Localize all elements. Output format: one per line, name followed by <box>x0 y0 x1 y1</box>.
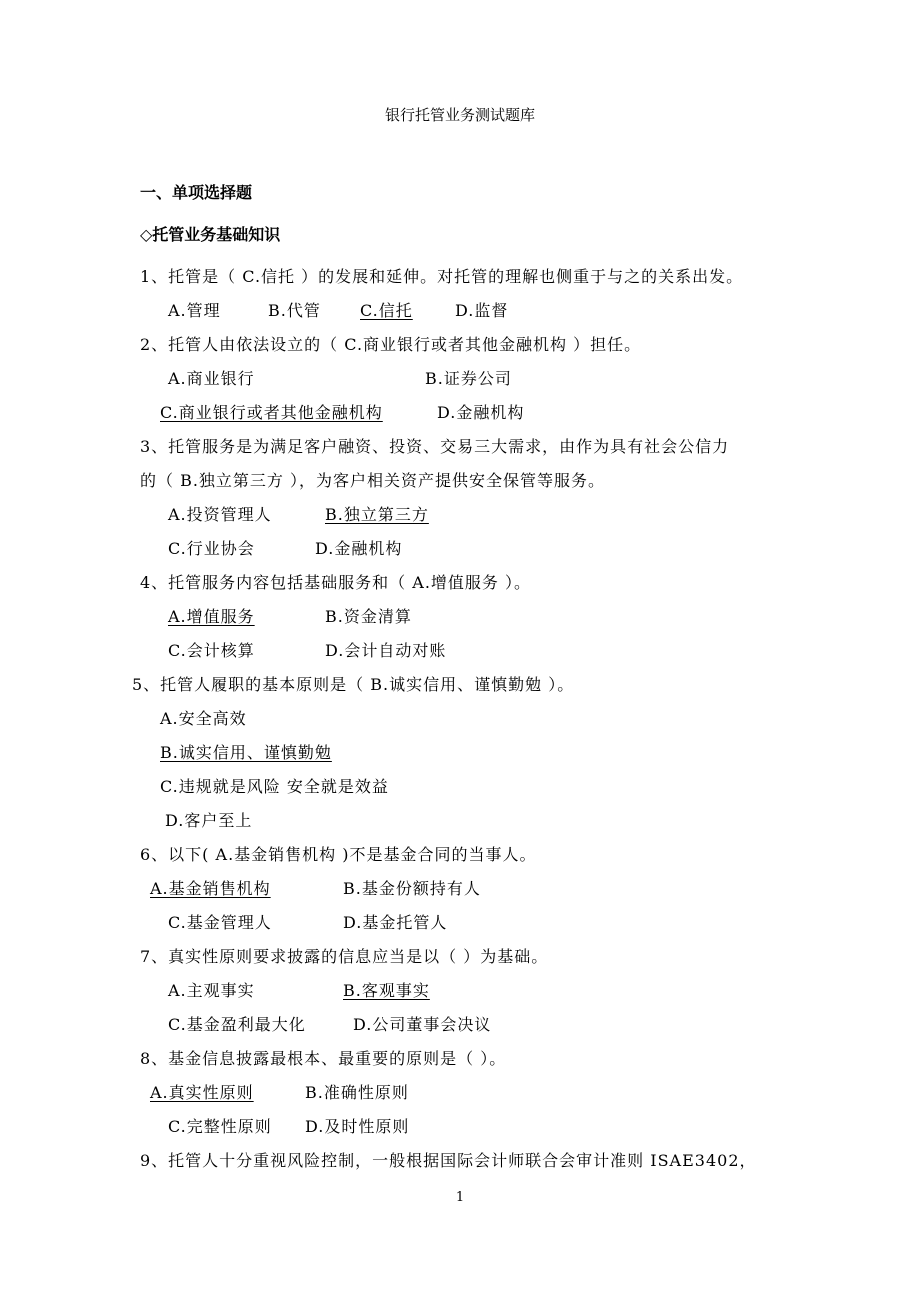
question-2: 2、托管人由依法设立的（ C.商业银行或者其他金融机构 ）担任。 <box>140 335 642 354</box>
q7-option-a: A.主观事实 <box>168 981 255 1000</box>
question-1: 1、托管是（ C.信托 ）的发展和延伸。对托管的理解也侧重于与之的关系出发。 <box>140 267 744 286</box>
section-heading: 一、单项选择题 <box>140 183 253 202</box>
q8-option-b: B.准确性原则 <box>305 1083 409 1102</box>
question-4: 4、托管服务内容包括基础服务和（ A.增值服务 ）。 <box>140 573 531 592</box>
q2-option-b: B.证券公司 <box>425 369 512 388</box>
q5-option-d: D.客户至上 <box>165 811 253 830</box>
q2-option-d: D.金融机构 <box>437 403 525 422</box>
q7-option-d: D.公司董事会决议 <box>353 1015 492 1034</box>
q1-option-a: A.管理 <box>168 301 221 320</box>
question-7: 7、真实性原则要求披露的信息应当是以（ ）为基础。 <box>140 947 549 966</box>
q3-option-a: A.投资管理人 <box>168 505 272 524</box>
q8-option-c: C.完整性原则 <box>168 1117 272 1136</box>
question-6: 6、以下( A.基金销售机构 )不是基金合同的当事人。 <box>140 845 537 864</box>
q1-option-b: B.代管 <box>268 301 321 320</box>
q7-option-b: B.客观事实 <box>343 981 430 1000</box>
q6-option-a: A.基金销售机构 <box>150 879 271 898</box>
question-3-line-1: 3、托管服务是为满足客户融资、投资、交易三大需求，由作为具有社会公信力 <box>140 437 730 456</box>
q4-option-b: B.资金清算 <box>325 607 412 626</box>
q8-option-d: D.及时性原则 <box>305 1117 410 1136</box>
q3-option-d: D.金融机构 <box>315 539 403 558</box>
q8-option-a: A.真实性原则 <box>150 1083 254 1102</box>
question-5: 5、托管人履职的基本原则是（ B.诚实信用、谨慎勤勉 ）。 <box>132 675 575 694</box>
page-number: 1 <box>455 1190 465 1205</box>
q5-option-b: B.诚实信用、谨慎勤勉 <box>160 743 332 762</box>
q3-option-b: B.独立第三方 <box>325 505 429 524</box>
question-9: 9、托管人十分重视风险控制，一般根据国际会计师联合会审计准则 ISAE3402， <box>140 1151 757 1170</box>
q5-option-a: A.安全高效 <box>160 709 247 728</box>
document-title: 银行托管业务测试题库 <box>384 106 535 124</box>
q6-option-d: D.基金托管人 <box>343 913 448 932</box>
q5-option-c: C.违规就是风险 安全就是效益 <box>160 777 389 796</box>
q4-option-d: D.会计自动对账 <box>325 641 447 660</box>
question-8: 8、基金信息披露最根本、最重要的原则是（ ）。 <box>140 1049 507 1068</box>
q3-option-c: C.行业协会 <box>168 539 255 558</box>
q6-option-c: C.基金管理人 <box>168 913 272 932</box>
q6-option-b: B.基金份额持有人 <box>343 879 481 898</box>
q7-option-c: C.基金盈利最大化 <box>168 1015 306 1034</box>
q2-option-c: C.商业银行或者其他金融机构 <box>160 403 383 422</box>
q4-option-a: A.增值服务 <box>168 607 255 626</box>
q1-option-c: C.信托 <box>360 301 413 320</box>
q2-option-a: A.商业银行 <box>168 369 255 388</box>
q1-option-d: D.监督 <box>455 301 509 320</box>
subsection-heading: ◇托管业务基础知识 <box>140 225 281 244</box>
q4-option-c: C.会计核算 <box>168 641 255 660</box>
question-3-line-2: 的（ B.独立第三方 ），为客户相关资产提供安全保管等服务。 <box>140 471 606 490</box>
